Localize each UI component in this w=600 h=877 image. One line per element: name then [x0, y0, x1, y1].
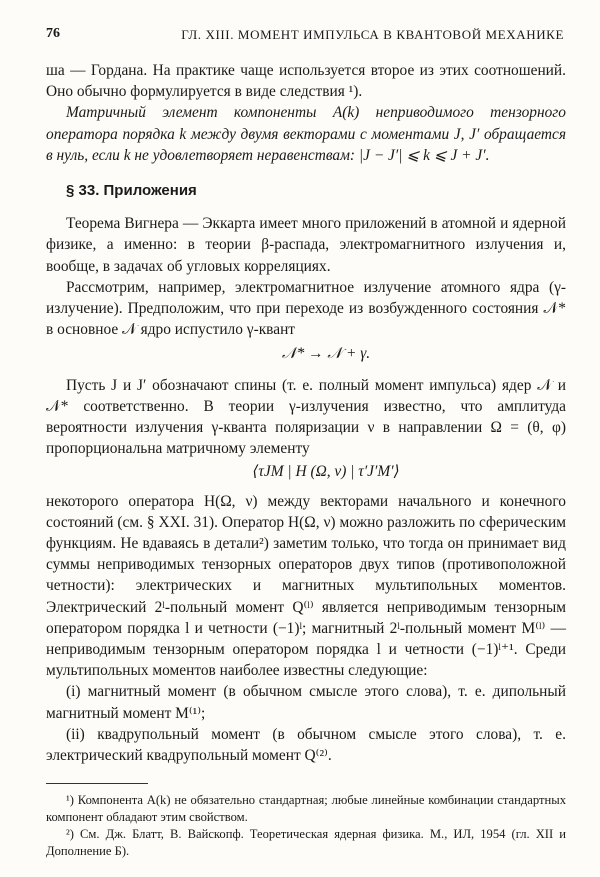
theorem-statement: Матричный элемент компоненты A(k) неприводимого тензорного оператора порядка k между двумя векторами с моментами J, J′ обращается в нуль, если k не удовлетворяет неравенствам: |J − J′| ⩽ k ⩽ J + J′. [46, 104, 566, 164]
paragraph: Пусть J и J′ обозначают спины (т. е. полный момент импульса) ядер 𝒩 и 𝒩* соответственно. В теории γ-излучения известно, что амплитуда вероятности излучения γ-кванта поляризации ν в направлении Ω = (θ, φ) пропорциональна матричному элементу [46, 376, 566, 458]
section-title: § 33. Приложения [66, 182, 197, 200]
page-header [46, 26, 564, 46]
paragraph: некоторого оператора H(Ω, ν) между векторами начального и конечного состояний (см. § XXI. 31). Оператор H(Ω, ν) можно разложить по сферическим функциям. Не вдаваясь в детали²) заметим только, что тогда он принимает вид суммы неприводимых тензорных операторов двух типов (противоположной четности): электрических и магнитных мультипольных моментов. Электрический 2ˡ-польный момент Q⁽ˡ⁾ является неприводимым тензорным оператором порядка l и четности (−1)ˡ; магнитный 2ˡ-польный момент M⁽ˡ⁾ — неприводимым тензорным оператором порядка l и четности (−1)ˡ⁺¹. Среди мультипольных моментов наиболее известны следующие: [46, 492, 566, 680]
footnote-divider [46, 783, 148, 784]
page-number: 76 [46, 26, 60, 41]
reaction-formula: 𝒩* → 𝒩 + γ. [281, 345, 371, 363]
main-text [46, 60, 566, 766]
footnote: ²) См. Дж. Блатт, В. Вайскопф. Теоретическая ядерная физика. М., ИЛ, 1954 (гл. XII и Дополнение Б). [46, 827, 566, 858]
footnotes [46, 792, 566, 860]
running-title: ГЛ. XIII. МОМЕНТ ИМПУЛЬСА В КВАНТОВОЙ МЕХАНИКЕ [181, 27, 564, 42]
footnote: ¹) Компонента A(k) не обязательно стандартная; любые линейные комбинации стандартных компонент обладают этим свойством. [46, 793, 566, 824]
paragraph: Теорема Вигнера — Эккарта имеет много приложений в атомной и ядерной физике, а именно: в теории β-распада, электромагнитного излучения и, вообще, в задачах об угловых корреляциях. [46, 215, 566, 275]
matrix-element-formula: ⟨τJM | H (Ω, ν) | τ′J′M′⟩ [252, 463, 400, 481]
list-item: (i) магнитный момент (в обычном смысле этого слова), т. е. дипольный магнитный момент M⁽¹⁾; [46, 683, 566, 722]
paragraph-continuation: ша — Гордана. На практике чаще используется второе из этих соотношений. Оно обычно формулируется в виде следствия ¹). [46, 62, 566, 101]
list-item: (ii) квадрупольный момент (в обычном смысле этого слова), т. е. электрический квадрупольный момент Q⁽²⁾. [46, 725, 566, 765]
paragraph: Рассмотрим, например, электромагнитное излучение атомного ядра (γ-излучение). Предположим, что при переходе из возбужденного состояния 𝒩* в основное 𝒩 ядро испустило γ-квант [46, 278, 566, 339]
